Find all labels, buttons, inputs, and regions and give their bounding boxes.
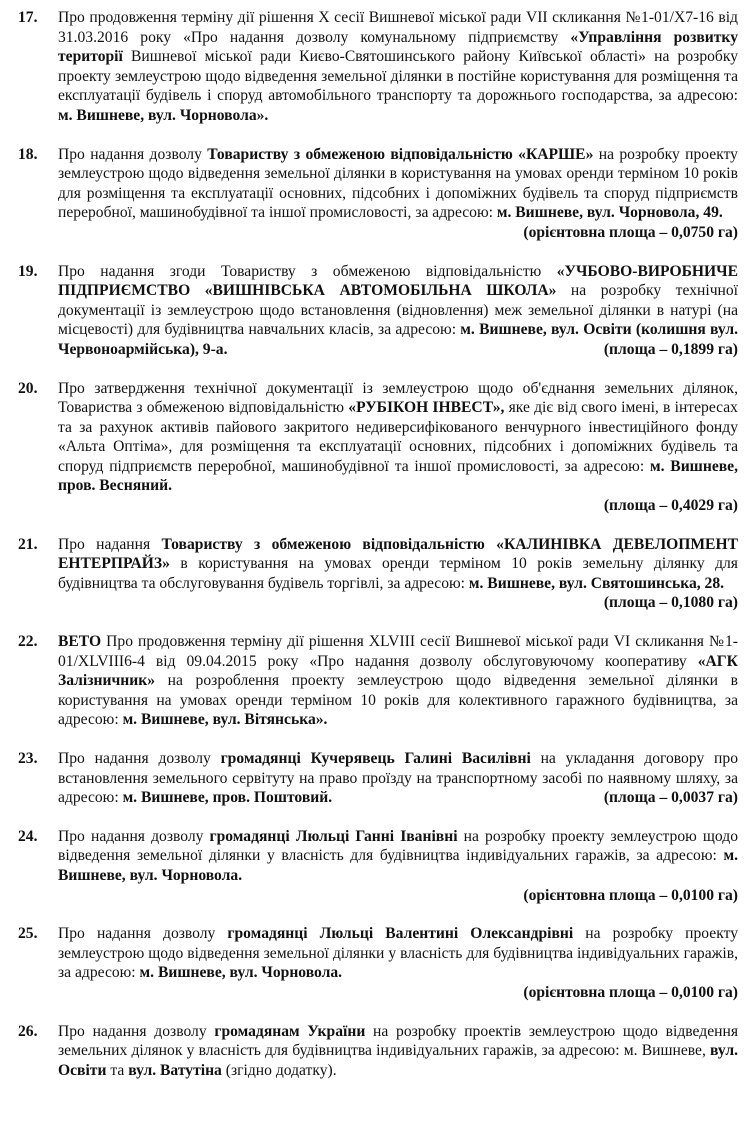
item-text-bold: громадянам України [214, 1022, 366, 1040]
item-text-bold: м. Вишневе, вул. Чорновола». [58, 106, 269, 124]
item-text-bold: «АГК Залізничник» [58, 652, 738, 690]
item-text-bold: м. Вишневе, вул. Чорновола, 49. [496, 204, 723, 222]
item-separator [18, 243, 738, 262]
item-number: 18. [18, 145, 38, 163]
item-text-bold: «УЧБОВО-ВИРОБНИЧЕ ПІДПРИЄМСТВО «ВИШНІВСЬКА АВТОМОБІЛЬНА ШКОЛА» [58, 262, 738, 300]
item-text [58, 749, 738, 808]
item-number: 26. [18, 1022, 38, 1040]
item-text [58, 262, 738, 360]
item-text-bold: м. Вишневе, вул. Вітянська». [122, 711, 328, 729]
item-text-run: Про надання [58, 535, 162, 553]
item-text-run: на розробку проекту землеустрою щодо відведення земельної ділянки у власність для будівництва індивідуальних гаражів, за адресою: [58, 827, 738, 865]
item-text-run: Про надання згоди Товариству з обмеженою відповідальністю [58, 262, 557, 280]
agenda-item [18, 145, 738, 243]
item-text-bold: м. Вишневе, вул. Святошинська, 28. [468, 574, 725, 592]
item-text-bold: вул. Освіти [58, 1042, 738, 1079]
agenda-item [18, 827, 738, 905]
item-text [58, 145, 738, 243]
item-text-bold: вул. Ватутіна [128, 1061, 222, 1079]
item-text-run: Про надання дозволу [58, 827, 210, 845]
item-text-run: Вишневої міської ради Києво-Святошинського району Київської області» на розробку проекту землеустрою щодо відведення земельної ділянки в постійне користування для розміщення та експлуатації будівель і споруд автомобільного транспорту та дорожнього господарства, за адресою: [58, 48, 738, 105]
item-number: 23. [18, 750, 38, 767]
item-separator [18, 516, 738, 535]
item-number: 20. [18, 379, 38, 397]
item-text-bold: м. Вишневе, вул. Чорновола. [139, 964, 343, 982]
item-text [58, 632, 738, 730]
item-text-bold: Товариству з обмеженою відповідальністю «КАРШЕ» [207, 145, 594, 163]
item-area: (площа – 0,1080 га) [603, 594, 738, 612]
item-text-run: Про затвердження технічної документації із землеустрою щодо об'єднання земельних ділянок, Товариства з обмеженою відповідальністю [58, 379, 738, 417]
item-text [58, 379, 738, 516]
agenda-item [18, 749, 738, 808]
item-separator [18, 730, 738, 749]
item-area: (орієнтовна площа – 0,0750 га) [523, 223, 738, 241]
item-separator [18, 126, 738, 145]
item-area: (орієнтовна площа – 0,0100 га) [523, 886, 738, 904]
item-text-run: в користування на умовах оренди терміном 10 років земельну ділянку для будівництва та обслуговування будівель торгівлі, за адресою: [58, 555, 738, 592]
item-text-run: на розробку проекту землеустрою щодо відведення земельної ділянки в користування на умовах оренди терміном 10 років для розміщення та експлуатації основних, підсобних і допоміжних будівель та споруд підприємств переробної, машинобудівної та іншої промисловості, за адресою: [58, 145, 738, 222]
item-number: 22. [18, 633, 38, 651]
item-number: 25. [18, 925, 38, 943]
item-area: (орієнтовна площа – 0,0100 га) [523, 983, 738, 1001]
agenda-item [18, 379, 738, 516]
item-text [58, 827, 738, 905]
item-text-run: Про надання дозволу [58, 1022, 215, 1040]
item-text-bold: громадянці Люльці Валентині Олександрівні [227, 925, 574, 943]
agenda-item [18, 535, 738, 613]
item-text-run: на укладання договору про встановлення земельного сервітуту на право проїзду на транспортному засобі по наявному шляху, за адресою: [58, 750, 738, 807]
item-text-run: на розроблення проекту землеустрою щодо відведення земельної ділянки в користування на умовах оренди терміном 10 років для колективного гаражного будівництва, за адресою: [58, 672, 738, 729]
item-text-bold: «Управління розвитку території [58, 28, 738, 66]
item-text-run: Про надання дозволу [58, 750, 221, 767]
item-text-run: на розробку проектів землеустрою щодо відведення земельних ділянок у власність для будівництва індивідуальних гаражів, за адресою: м. Вишневе, [58, 1022, 738, 1060]
item-text-bold: ВЕТО [58, 633, 102, 651]
item-text-run: Про надання дозволу [58, 925, 228, 943]
item-text-run: Про надання дозволу [58, 145, 208, 163]
item-text-bold: «РУБІКОН ІНВЕСТ», [348, 399, 505, 417]
item-separator [18, 905, 738, 924]
item-number: 24. [18, 827, 38, 845]
item-separator [18, 613, 738, 632]
agenda-item [18, 262, 738, 360]
item-text-bold: громадянці Кучерявець Галині Василівні [220, 750, 531, 767]
item-text-run: на розробку проекту землеустрою щодо відведення земельної ділянки у власність для будівництва індивідуальних гаражів, за адресою: [58, 925, 738, 982]
item-text [58, 1022, 738, 1081]
item-text-run: на розробку технічної документації із землеустрою щодо встановлення (відновлення) меж земельної ділянки в натурі (на місцевості) для будівництва навчальних класів, за адресою: [58, 282, 739, 339]
item-text-run: (згідно додатку). [221, 1061, 337, 1079]
item-text [58, 924, 738, 1002]
agenda-item [18, 632, 738, 730]
item-text-run: та [106, 1061, 129, 1079]
agenda-item [18, 8, 738, 126]
item-number: 21. [18, 535, 38, 553]
item-separator [18, 808, 738, 827]
item-text-bold: м. Вишневе, вул. Освіти (колишня вул. Червоноармійська), 9-а. [58, 321, 738, 358]
item-text-bold: м. Вишневе, пров. Весняний. [58, 457, 738, 495]
item-text-run: яке діє від свого імені, в інтересах та за рахунок активів пайового закритого недиверсифікованого венчурного інвестиційного фонду «Альта Оптіма», для розміщення та експлуатації основних, підсобних і допоміжних будівель та споруд підприємств переробної, машинобудівної та іншої промисловості, за адресою: [58, 399, 738, 475]
item-area: (площа – 0,4029 га) [603, 497, 738, 515]
item-separator [18, 1003, 738, 1022]
agenda-item [18, 1022, 738, 1081]
item-text [58, 8, 738, 126]
item-text-bold: м. Вишневе, вул. Чорновола. [58, 847, 738, 884]
item-area: (площа – 0,0037 га) [603, 789, 738, 807]
item-area: (площа – 0,1899 га) [603, 340, 738, 358]
item-text-run: Про продовження терміну дії рішення XLVIII сесії Вишневої міської ради VI скликання №1-01/XLVIII6-4 від 09.04.2015 року «Про надання дозволу обслуговуючому кооперативу [58, 633, 738, 670]
item-text-run: Про продовження терміну дії рішення Х сесії Вишневої міської ради VII скликання №1-01/Х7-16 від 31.03.2016 року «Про надання дозволу комунальному підприємству [58, 9, 738, 46]
agenda-item [18, 924, 738, 1002]
item-text-bold: м. Вишневе, пров. Поштовий. [122, 789, 333, 807]
item-number: 17. [18, 9, 38, 26]
item-text-bold: Товариству з обмеженою відповідальністю «КАЛИНІВКА ДЕВЕЛОПМЕНТ ЕНТЕРПРАЙЗ» [58, 535, 738, 573]
item-text [58, 535, 738, 613]
item-text-bold: громадянці Люльці Ганні Іванівні [209, 827, 458, 845]
item-number: 19. [18, 262, 38, 280]
item-separator [18, 360, 738, 379]
